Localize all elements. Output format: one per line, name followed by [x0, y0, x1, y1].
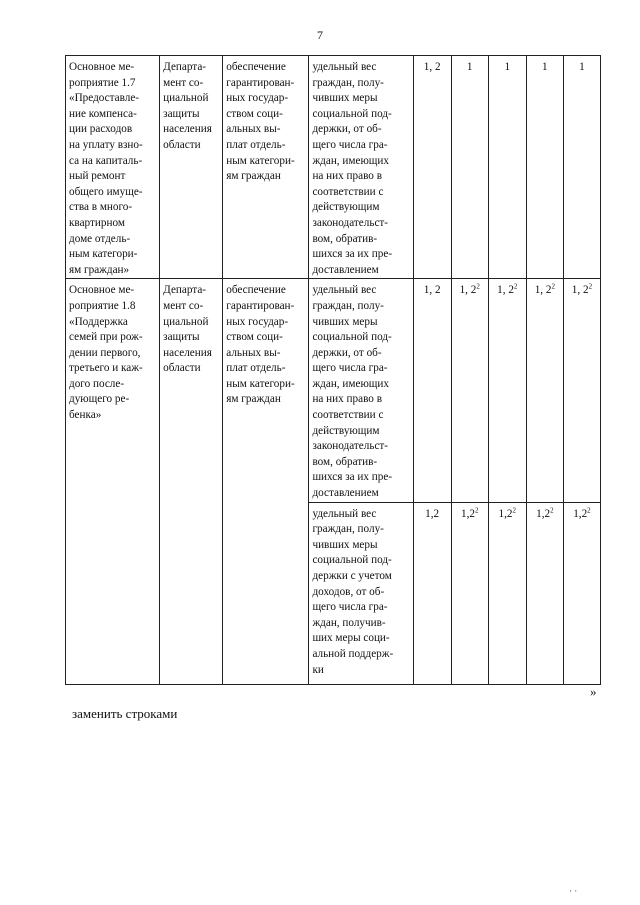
indicator-cell: удельный вес граждан, полу- чивших меры социальной под- держки, от об- щего числа гра- ждан, имеющих на них право в соответствии с действующим законодательст- вом, обратив- шихся за их пре- доставлением — [309, 56, 413, 279]
value-cell: 1,2 — [413, 502, 451, 684]
event-cell: Основное ме- роприятие 1.7 «Предоставле- ние компенса- ции расходов на уплату взно- са на капиталь- ный ремонт общего имуще- ства в много- квартирном доме отдель- ным категори- ям граждан» — [66, 56, 160, 279]
footer-marks: · · — [569, 886, 578, 896]
value-cell: $1,2^2$ — [451, 502, 488, 684]
table-row — [66, 279, 601, 502]
executor-cell: Департа- мент со- циальной защиты населения области — [160, 56, 223, 279]
value-cell: $1,2^2$ — [563, 502, 600, 684]
value-cell: 1 — [451, 56, 488, 279]
indicator-cell: удельный вес граждан, полу- чивших меры социальной под- держки с учетом доходов, от об- щего числа гра- ждан, получив- ших меры соци- альной поддерж- ки — [309, 502, 413, 684]
value-cell: $1,2^2$ — [526, 502, 563, 684]
executor-cell: Департа- мент со- циальной защиты населения области — [160, 279, 223, 684]
value-cell: 1 — [526, 56, 563, 279]
value-cell: 1, $2^2$ — [563, 279, 600, 502]
value-cell: 1, $2^2$ — [526, 279, 563, 502]
value-cell: 1, $2^2$ — [488, 279, 526, 502]
value-cell: 1, 2 — [413, 56, 451, 279]
value-cell: 1, $2^2$ — [451, 279, 488, 502]
closing-quote: » — [590, 684, 597, 699]
page-number: 7 — [317, 28, 323, 42]
value-cell: 1 — [563, 56, 600, 279]
value-cell: $1,2^2$ — [488, 502, 526, 684]
indicator-cell: удельный вес граждан, полу- чивших меры социальной под- держки, от об- щего числа гра- ждан, имеющих на них право в соответствии с действующим законодательст- вом, обратив- шихся за их пре- доставлением — [309, 279, 413, 502]
event-cell: Основное ме- роприятие 1.8 «Поддержка семей при рож- дении первого, третьего и каж- дого после- дующего ре- бенка» — [66, 279, 160, 684]
value-cell: 1, 2 — [413, 279, 451, 502]
table-row — [66, 56, 601, 279]
goal-cell: обеспечение гарантирован- ных государ- ством соци- альных вы- плат отдель- ным категори- ям граждан — [223, 56, 309, 279]
indicators-table — [65, 55, 601, 685]
value-cell: 1 — [488, 56, 526, 279]
replace-instruction: заменить строками — [72, 706, 178, 721]
goal-cell: обеспечение гарантирован- ных государ- ством соци- альных вы- плат отдель- ным категори- ям граждан — [223, 279, 309, 684]
